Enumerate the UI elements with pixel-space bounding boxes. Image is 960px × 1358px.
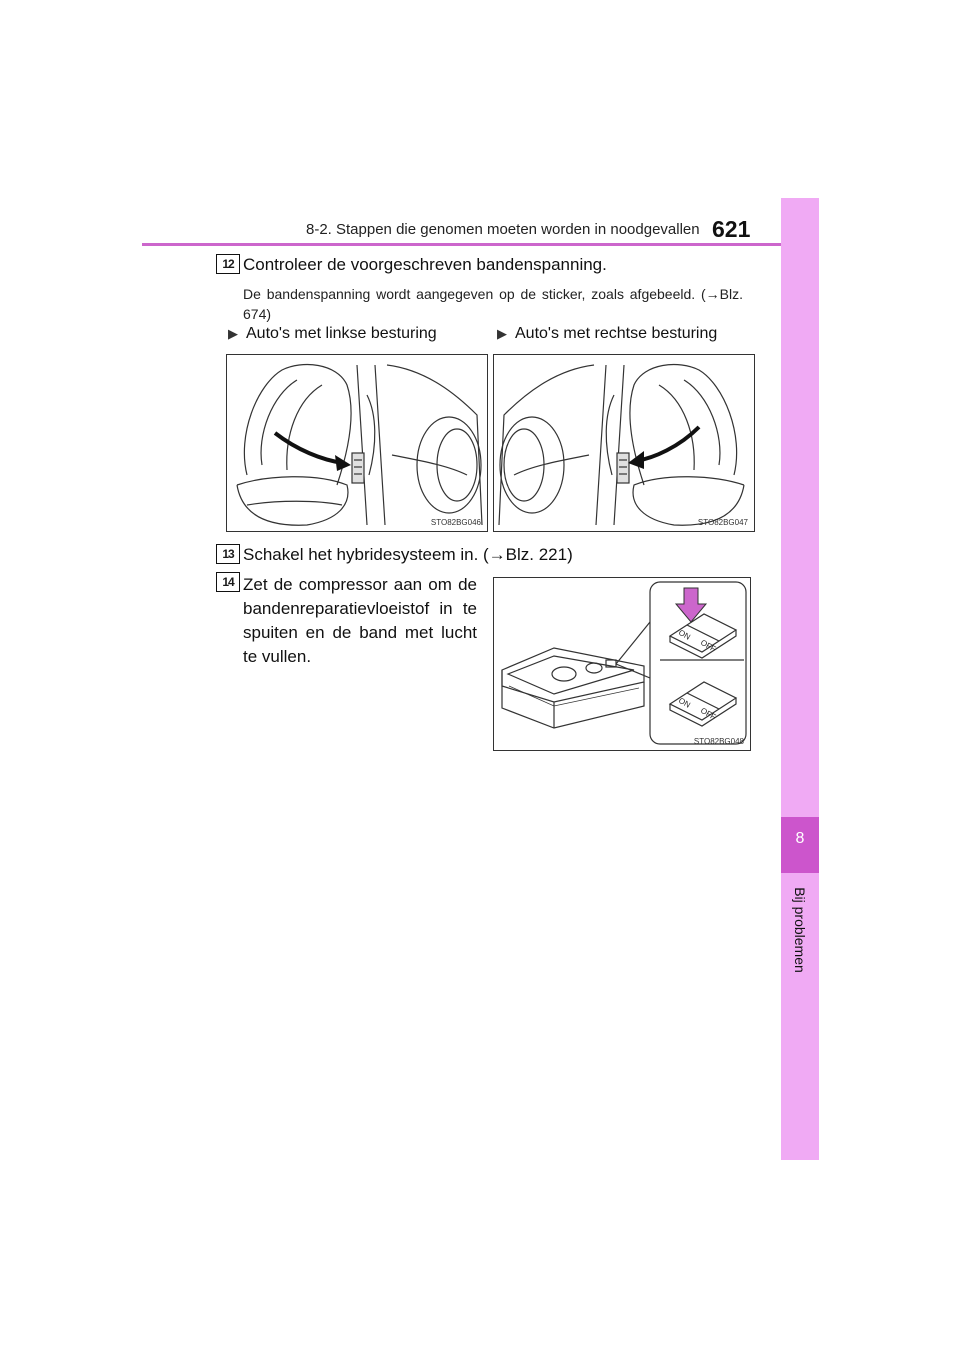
section-title: 8-2. Stappen die genomen moeten worden in noodgevallen [306, 221, 700, 238]
step-badge-13: 13 [216, 544, 240, 564]
figure-compressor-switch [493, 577, 751, 751]
step-badge-14: 14 [216, 572, 240, 592]
figure-code-right: STO82BG047 [697, 518, 748, 527]
chapter-side-tab [781, 198, 819, 1160]
page-number: 621 [712, 216, 751, 242]
caption-right-text: Auto's met rechtse besturing [515, 325, 718, 342]
chapter-label-text: Bij problemen [792, 887, 808, 973]
caption-left-hand-drive [228, 325, 437, 343]
car-door-sticker-illustration-right [494, 355, 754, 531]
figure-right-hand-drive [493, 354, 755, 532]
switch-off-label-bottom: OFF [699, 705, 718, 722]
figure-code-left: STO82BG046 [430, 518, 481, 527]
step-13-text: Schakel het hybridesysteem in. (→Blz. 221) [243, 545, 573, 564]
caption-right-hand-drive [497, 325, 717, 343]
header-rule [142, 243, 819, 246]
chapter-number: 8 [795, 830, 805, 847]
figure-left-hand-drive [226, 354, 488, 532]
switch-on-label-top: ON [677, 627, 692, 642]
switch-on-label-bottom: ON [677, 695, 692, 710]
step-12-note: De bandenspanning wordt aangegeven op de sticker, zoals afgebeeld. (→Blz. 674) [243, 286, 743, 322]
step-badge-12: 12 [216, 254, 240, 274]
step-12-text: Controleer de voorgeschreven bandenspanning. [243, 255, 607, 274]
figure-code-compressor: STO82BG048 [693, 737, 744, 746]
car-door-sticker-illustration-left [227, 355, 487, 531]
step-14-text: Zet de compressor aan om de bandenreparatievloeistof in te spuiten en de band met lucht te vullen. [243, 575, 477, 666]
caption-left-text: Auto's met linkse besturing [246, 325, 437, 342]
compressor-illustration [494, 578, 750, 750]
triangle-right-icon: ▶ [497, 326, 507, 341]
triangle-right-icon: ▶ [228, 326, 238, 341]
switch-off-label-top: OFF [699, 637, 718, 654]
